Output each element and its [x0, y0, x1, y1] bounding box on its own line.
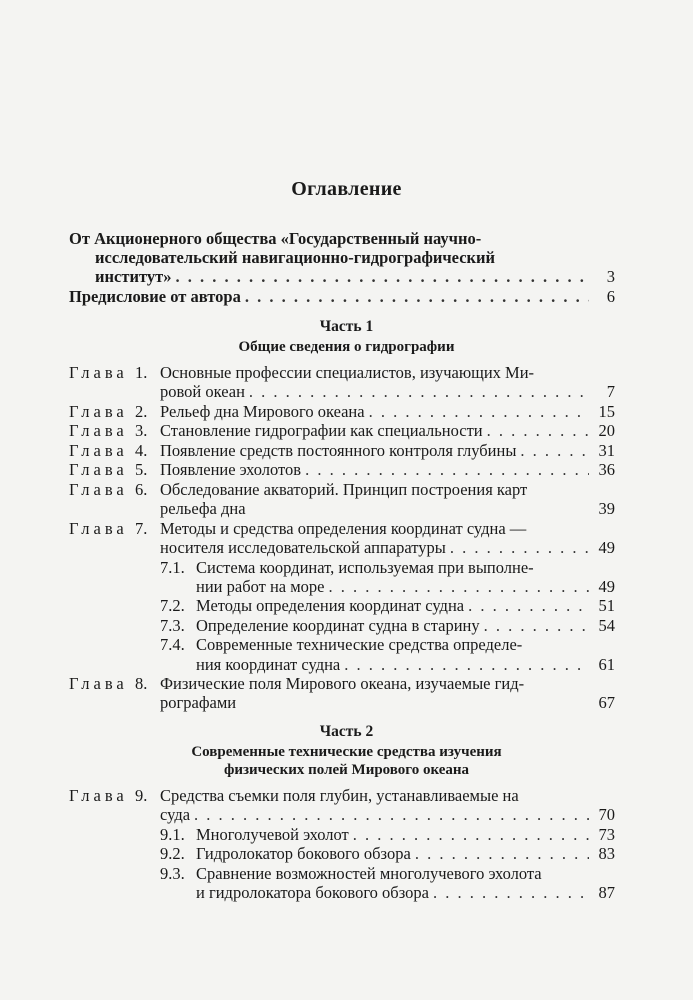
- page-number: 70: [598, 805, 615, 824]
- entry-line-with-page: [196, 844, 615, 864]
- chapter-label: Глава: [69, 363, 128, 382]
- entry-text: Многолучевой эхолот: [196, 825, 349, 844]
- chapter-number: 9.: [135, 786, 148, 805]
- entry-line: [160, 519, 579, 539]
- chapter-label: Глава: [69, 402, 128, 421]
- part-title: Современные технические средства изучения: [191, 744, 502, 760]
- leader-dots: [344, 655, 589, 675]
- page-number: 31: [598, 441, 615, 460]
- leader-dots: [194, 805, 589, 825]
- entry-text: Определение координат судна в старину: [196, 616, 480, 635]
- page-number: 54: [598, 616, 615, 635]
- entry-text: Современные технические средства определе-: [196, 635, 523, 654]
- entry-line-with-page: [196, 616, 615, 636]
- entry-line-with-page: [160, 460, 615, 480]
- page-number: 49: [598, 577, 615, 596]
- entry-text: Методы и средства определения координат судна —: [160, 519, 527, 538]
- entry-text: Основные профессии специалистов, изучающих Ми-: [160, 363, 535, 382]
- section-number: 7.3.: [160, 616, 185, 635]
- chapter-number: 8.: [135, 674, 148, 693]
- entry-line: [95, 248, 579, 268]
- part-label: Часть 2: [319, 723, 374, 740]
- entry-text: Гидролокатор бокового обзора: [196, 844, 411, 863]
- entry-text: суда: [160, 805, 191, 824]
- page-number: 39: [598, 499, 615, 518]
- leader-dots: [468, 596, 589, 616]
- leader-dots: [433, 883, 589, 903]
- entry-line: [160, 480, 579, 500]
- page-number: 3: [606, 267, 615, 286]
- entry-line-with-page: [160, 402, 615, 422]
- page-number: 20: [598, 421, 615, 440]
- leader-dots: [305, 460, 589, 480]
- entry-text: рельефа дна: [160, 499, 246, 518]
- entry-line-with-page: [160, 499, 615, 519]
- chapter-label: Глава: [69, 480, 128, 499]
- section-number: 7.4.: [160, 635, 185, 654]
- page-number: 73: [598, 825, 615, 844]
- entry-line-with-page: [160, 805, 615, 825]
- leader-dots: [369, 402, 589, 422]
- entry-text: Физические поля Мирового океана, изучаемые гид-: [160, 674, 525, 693]
- entry-text: рографами: [160, 693, 237, 712]
- chapter-label: Глава: [69, 519, 128, 538]
- part-title: физических полей Мирового океана: [223, 762, 470, 778]
- entry-text: и гидролокатора бокового обзора: [196, 883, 429, 902]
- section-number: 7.2.: [160, 596, 185, 615]
- entry-text: Обследование акваторий. Принцип построения карт: [160, 480, 528, 499]
- entry-text: Появление эхолотов: [160, 460, 302, 479]
- entry-text: Сравнение возможностей многолучевого эхолота: [196, 864, 542, 883]
- part-title: Общие сведения о гидрографии: [238, 339, 455, 355]
- page-number: 49: [598, 538, 615, 557]
- entry-text: институт»: [95, 267, 172, 286]
- chapter-number: 6.: [135, 480, 148, 499]
- entry-line-with-page: [196, 577, 615, 597]
- page-title: Оглавление: [291, 178, 402, 200]
- chapter-number: 3.: [135, 421, 148, 440]
- leader-dots: [249, 382, 589, 402]
- entry-line-with-page: [160, 538, 615, 558]
- leader-dots: [353, 825, 589, 845]
- page-number: 83: [598, 844, 615, 863]
- chapter-label: Глава: [69, 674, 128, 693]
- entry-line-with-page: [69, 287, 615, 307]
- chapter-number: 1.: [135, 363, 148, 382]
- entry-text: Рельеф дна Мирового океана: [160, 402, 365, 421]
- leader-dots: [329, 577, 590, 597]
- entry-line-with-page: [160, 382, 615, 402]
- chapter-label: Глава: [69, 460, 128, 479]
- chapter-number: 5.: [135, 460, 148, 479]
- leader-dots: [520, 441, 589, 461]
- leader-dots: [484, 616, 589, 636]
- entry-text: нии работ на море: [196, 577, 325, 596]
- leader-dots: [175, 267, 589, 287]
- entry-line-with-page: [160, 441, 615, 461]
- page-number: 36: [598, 460, 615, 479]
- page-number: 87: [598, 883, 615, 902]
- leader-dots: [487, 421, 589, 441]
- chapter-number: 7.: [135, 519, 148, 538]
- entry-line: [196, 558, 579, 578]
- leader-dots: [245, 287, 589, 307]
- section-number: 9.2.: [160, 844, 185, 863]
- entry-text: исследовательский навигационно-гидрографический: [95, 248, 496, 267]
- page-number: 67: [598, 693, 615, 712]
- leader-dots: [415, 844, 589, 864]
- section-number: 9.3.: [160, 864, 185, 883]
- entry-text: Предисловие от автора: [69, 287, 241, 306]
- entry-line: [160, 674, 579, 694]
- chapter-number: 4.: [135, 441, 148, 460]
- entry-line-with-page: [196, 655, 615, 675]
- chapter-label: Глава: [69, 441, 128, 460]
- entry-line: [160, 786, 579, 806]
- page-number: 7: [606, 382, 615, 401]
- entry-line: [69, 229, 579, 249]
- leader-dots: [450, 538, 589, 558]
- entry-line-with-page: [95, 267, 615, 287]
- page-number: 51: [598, 596, 615, 615]
- entry-text: ния координат судна: [196, 655, 341, 674]
- part-label: Часть 1: [319, 318, 374, 335]
- entry-line-with-page: [196, 883, 615, 903]
- entry-text: ровой океан: [160, 382, 245, 401]
- entry-line: [160, 363, 579, 383]
- entry-line-with-page: [196, 825, 615, 845]
- entry-text: Система координат, используемая при выполне-: [196, 558, 534, 577]
- entry-text: Становление гидрографии как специальности: [160, 421, 483, 440]
- entry-text: носителя исследовательской аппаратуры: [160, 538, 446, 557]
- entry-line-with-page: [160, 421, 615, 441]
- chapter-label: Глава: [69, 421, 128, 440]
- chapter-label: Глава: [69, 786, 128, 805]
- chapter-number: 2.: [135, 402, 148, 421]
- page-number: 6: [606, 287, 615, 306]
- entry-text: Методы определения координат судна: [196, 596, 465, 615]
- page-number: 61: [598, 655, 615, 674]
- entry-text: Средства съемки поля глубин, устанавливаемые на: [160, 786, 519, 805]
- entry-line-with-page: [160, 693, 615, 713]
- entry-line-with-page: [196, 596, 615, 616]
- entry-text: От Акционерного общества «Государственный научно-: [69, 229, 482, 248]
- entry-line: [196, 864, 579, 884]
- entry-line: [196, 635, 579, 655]
- section-number: 9.1.: [160, 825, 185, 844]
- page-number: 15: [598, 402, 615, 421]
- section-number: 7.1.: [160, 558, 185, 577]
- entry-text: Появление средств постоянного контроля глубины: [160, 441, 517, 460]
